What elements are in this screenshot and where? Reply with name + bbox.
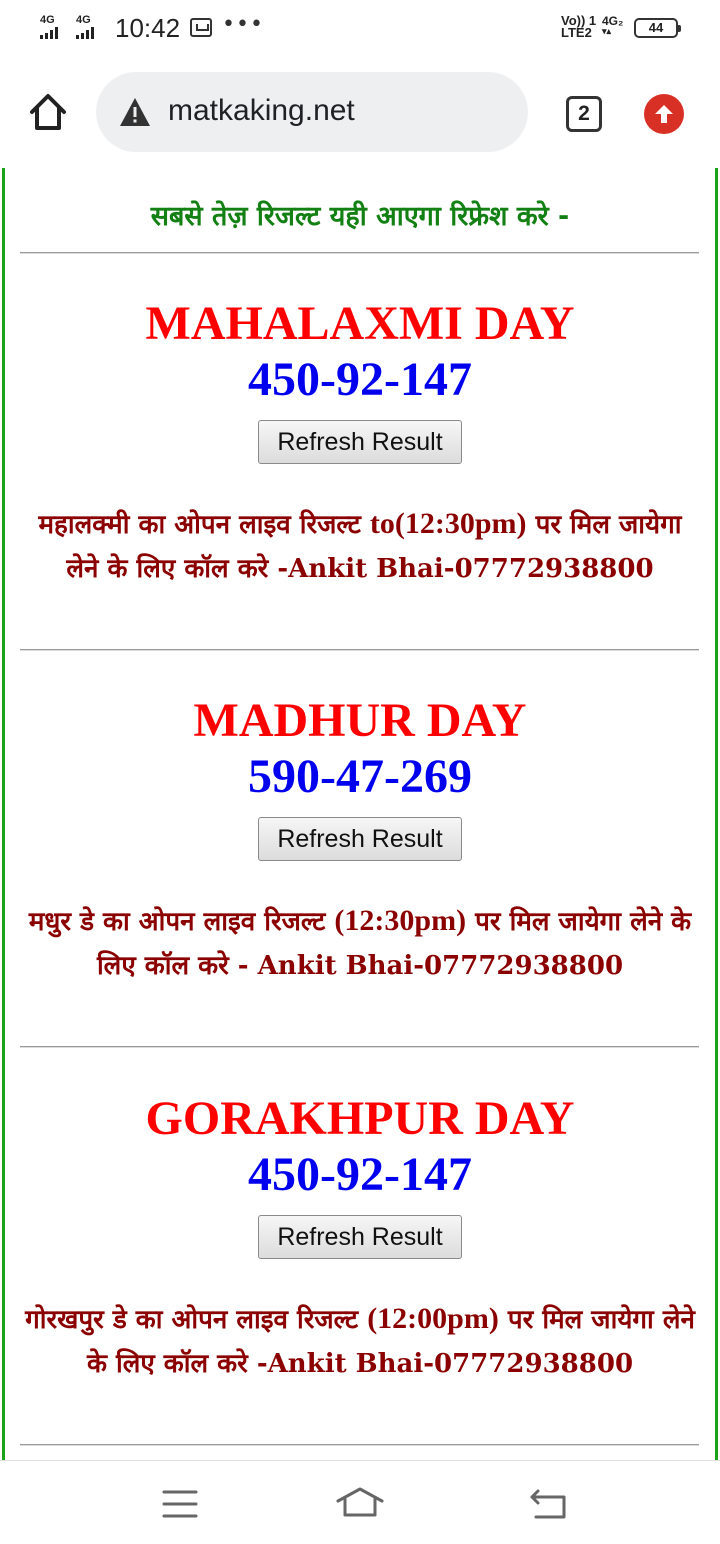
warning-icon[interactable] — [118, 96, 152, 128]
market-card — [0, 296, 720, 591]
refresh-result-button[interactable]: Refresh Result — [258, 420, 462, 464]
info-time: to(12:30pm) — [369, 507, 527, 540]
battery-icon — [634, 18, 678, 38]
navigation-bar — [0, 1460, 720, 1544]
status-bar — [0, 0, 720, 56]
battery-level: 44 — [648, 20, 664, 35]
market-card — [0, 1091, 720, 1386]
sim2-indicator: 4G₂ ▾▴ — [602, 14, 624, 36]
tabs-icon[interactable] — [566, 96, 602, 132]
update-arrow-icon[interactable] — [644, 94, 684, 134]
home-nav-icon[interactable] — [336, 1485, 384, 1521]
market-name: MADHUR DAY — [193, 694, 527, 747]
address-bar[interactable] — [96, 72, 528, 152]
market-result: 590-47-269 — [248, 750, 472, 803]
info-text: मधुर डे का ओपन लाइव रिजल्ट — [28, 907, 335, 937]
refresh-note: सबसे तेज़ रिजल्ट यही आएगा रिफ्रेश करे - — [150, 201, 570, 232]
sim2-label: 4G₂ — [602, 14, 624, 28]
home-icon[interactable] — [26, 90, 70, 134]
market-result: 450-92-147 — [248, 1148, 472, 1201]
divider — [20, 1444, 699, 1446]
more-dots-icon: ••• — [222, 12, 264, 37]
market-info — [20, 502, 700, 591]
menu-icon[interactable] — [162, 1489, 198, 1519]
signal-label: 4G — [40, 14, 55, 26]
market-info — [20, 899, 700, 988]
market-name: MAHALAXMI DAY — [145, 297, 575, 350]
url-text[interactable]: matkaking.net — [168, 94, 355, 127]
signal-icon — [40, 14, 58, 39]
mail-icon — [190, 18, 212, 37]
refresh-result-button[interactable]: Refresh Result — [258, 1215, 462, 1259]
divider — [20, 649, 699, 651]
back-icon[interactable] — [528, 1487, 568, 1521]
market-name: GORAKHPUR DAY — [145, 1092, 575, 1145]
info-text: गोरखपुर डे का ओपन लाइव रिजल्ट — [25, 1305, 368, 1335]
volte-indicator — [561, 15, 596, 39]
web-content — [0, 168, 720, 1460]
refresh-result-button[interactable]: Refresh Result — [258, 817, 462, 861]
clock: 10:42 — [115, 13, 181, 43]
divider — [20, 252, 699, 254]
signal-label: 4G — [76, 14, 91, 26]
info-text: पर मिल जायेगा लेने के लिए कॉल करे -Ankit Bhai-07772938800 — [66, 510, 682, 584]
info-time: (12:00pm) — [367, 1302, 499, 1335]
signal-icon — [76, 14, 94, 39]
volte-top: Vo)) 1 — [561, 13, 597, 28]
info-text: पर मिल जायेगा लेने के लिए कॉल करे -Ankit Bhai-07772938800 — [86, 1305, 695, 1379]
market-card — [0, 693, 720, 988]
volte-bottom: LTE2 — [561, 25, 592, 40]
browser-toolbar — [0, 56, 720, 168]
info-time: (12:30pm) — [334, 904, 467, 937]
divider — [20, 1046, 699, 1048]
info-text: महालक्मी का ओपन लाइव रिजल्ट — [38, 510, 370, 540]
tab-count: 2 — [578, 102, 590, 125]
market-result: 450-92-147 — [248, 353, 472, 406]
market-info — [20, 1297, 700, 1386]
info-text: पर मिल जायेगा लेने के लिए कॉल करे - Ankit Bhai-07772938800 — [96, 907, 692, 981]
